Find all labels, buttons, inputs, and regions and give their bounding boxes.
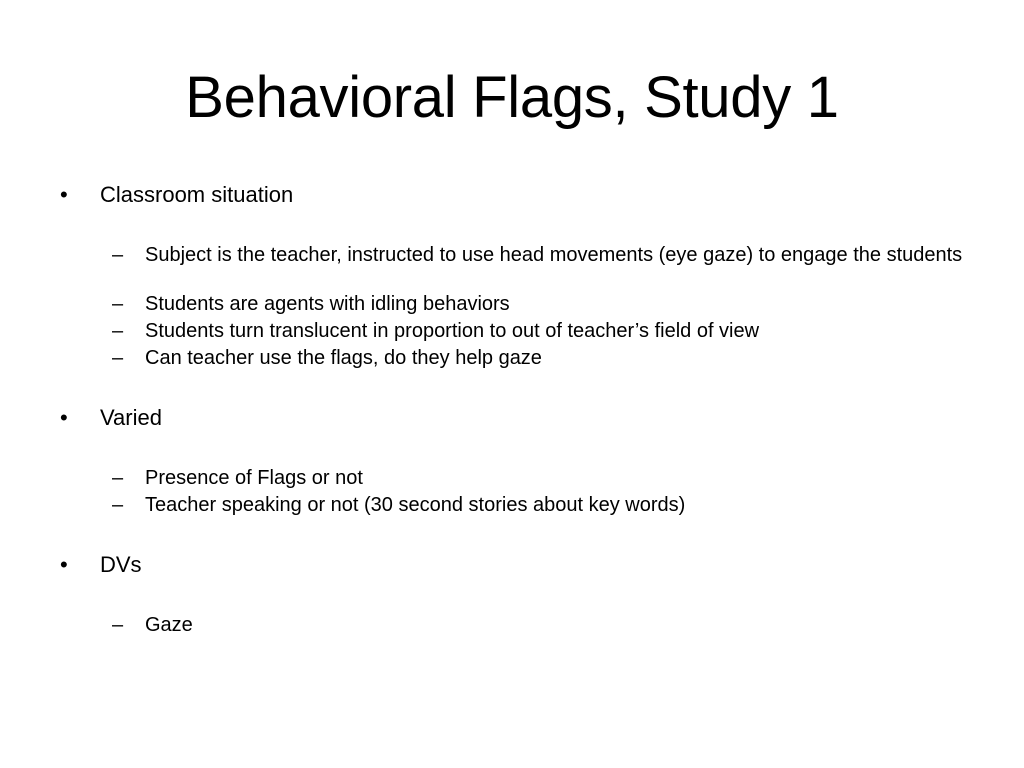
bullet-text: Classroom situation	[100, 182, 294, 207]
bullet-mark: •	[60, 552, 68, 577]
sub-item-text: Students are agents with idling behaviors	[145, 293, 510, 315]
bullet-text: Varied	[100, 405, 162, 430]
dash-mark: –	[112, 244, 124, 266]
sub-item-text: Students turn translucent in proportion to out of teacher’s field of view	[145, 320, 760, 342]
sub-item-text: Teacher speaking or not (30 second stories about key words)	[145, 494, 686, 516]
dash-mark: –	[112, 347, 124, 369]
dash-mark: –	[112, 320, 124, 342]
sub-item-text: Can teacher use the flags, do they help gaze	[145, 347, 542, 369]
dash-mark: –	[112, 293, 124, 315]
bullet-text: DVs	[100, 552, 142, 577]
sub-item-text: Gaze	[145, 614, 193, 636]
dash-mark: –	[112, 614, 124, 636]
bullet-mark: •	[60, 405, 68, 430]
sub-item-text: Subject is the teacher, instructed to use head movements (eye gaze) to engage the students	[145, 244, 963, 266]
slide-title: Behavioral Flags, Study 1	[185, 65, 839, 130]
dash-mark: –	[112, 494, 124, 516]
sub-item-text: Presence of Flags or not	[145, 467, 363, 489]
bullet-mark: •	[60, 182, 68, 207]
dash-mark: –	[112, 467, 124, 489]
